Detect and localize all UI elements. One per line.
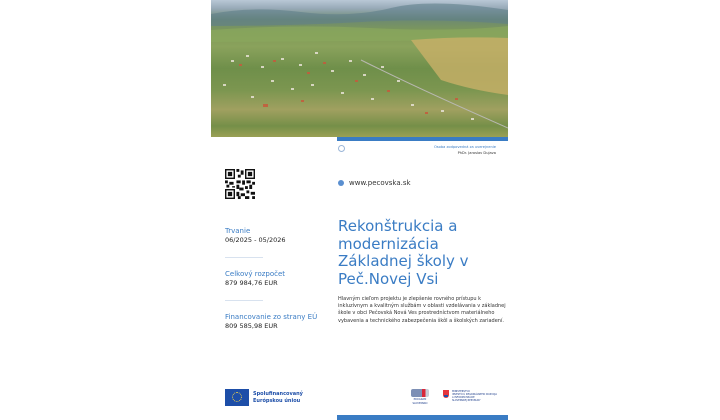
bottom-accent-bar	[337, 415, 508, 420]
eu-line-1: Spolufinancovaný	[253, 391, 303, 397]
village-aerial-photo	[211, 0, 508, 137]
photo-illustration	[211, 0, 508, 137]
gear-icon	[338, 145, 345, 152]
program-slovensko-logo	[409, 389, 431, 407]
divider	[225, 300, 263, 301]
fact-value: 809 585,98 EUR	[225, 322, 278, 330]
fact-label: Trvanie	[225, 227, 251, 235]
fact-label: Celkový rozpočet	[225, 270, 286, 278]
top-accent-bar	[337, 137, 508, 141]
divider	[225, 257, 263, 258]
ministry-line: A INFORMATIZÁCIE	[452, 396, 475, 399]
eu-cofunding-logo	[225, 389, 303, 406]
fact-duration	[225, 227, 335, 245]
project-description: Hlavným cieľom projektu je zlepšenie rovného prístupu k inkluzívnym a kvalitným službám v oblasti vzdelávania v základnej škole v obci Pečovská Nová Ves prostredníctvom materiálneho vybavenia a technického zabezpečenia škôl a školských zariadení.	[338, 296, 506, 324]
responsible-name: PhDr. Jaroslav Dujava	[457, 151, 496, 155]
ministry-text	[452, 390, 497, 402]
globe-icon	[338, 180, 344, 186]
website-url[interactable]: www.pecovska.sk	[349, 179, 411, 187]
program-logo-icon	[411, 389, 429, 397]
ministry-line: SLOVENSKEJ REPUBLIKY	[452, 399, 481, 402]
fact-value: 879 984,76 EUR	[225, 279, 278, 287]
eu-flag-icon	[225, 389, 249, 406]
fact-total-budget	[225, 270, 335, 288]
slovak-coat-of-arms-icon	[443, 390, 449, 398]
eu-line-2: Európskou úniou	[253, 397, 301, 404]
eu-cofunding-text	[253, 391, 303, 404]
website-link[interactable]	[338, 179, 411, 187]
ministry-line: MINISTERSTVO	[452, 390, 470, 393]
project-poster	[211, 0, 508, 420]
program-logo-caption: PROGRAM SLOVENSKO	[412, 398, 428, 405]
fact-label: Financovanie zo strany EÚ	[225, 313, 318, 321]
project-title: Rekonštrukcia a modernizácia Základnej školy v Peč.Novej Vsi	[338, 217, 469, 288]
fact-value: 06/2025 - 05/2026	[225, 236, 286, 244]
responsible-person-block	[434, 144, 496, 156]
project-facts	[225, 227, 335, 331]
responsible-label: Osoba zodpovedná za uverejnenie	[433, 145, 496, 149]
ministry-logo	[443, 390, 497, 402]
ministry-line: INVESTÍCIÍ, REGIONÁLNEHO ROZVOJA	[452, 393, 497, 396]
qr-code-icon[interactable]	[225, 169, 255, 199]
fact-eu-funding	[225, 313, 335, 331]
